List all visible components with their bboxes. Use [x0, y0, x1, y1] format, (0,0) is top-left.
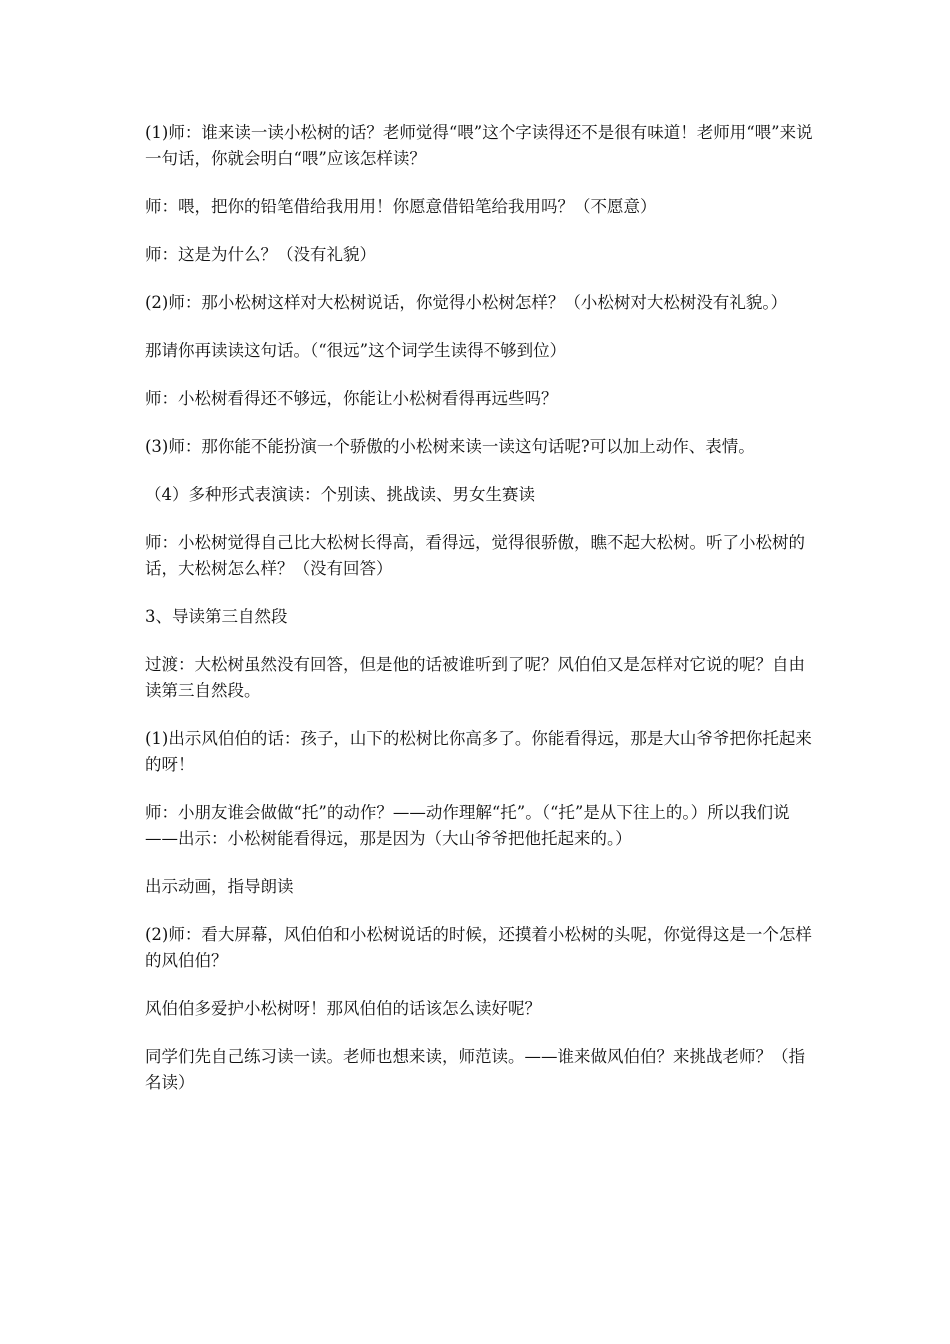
paragraph-16: 风伯伯多爱护小松树呀！那风伯伯的话该怎么读好呢？	[145, 999, 541, 1018]
paragraph-15: (2)师：看大屏幕，风伯伯和小松树说话的时候，还摸着小松树的头呢，你觉得这是一个怎样的风伯伯？	[145, 925, 812, 970]
paragraph-12: (1)出示风伯伯的话：孩子，山下的松树比你高多了。你能看得远，那是大山爷爷把你托起来的呀！	[145, 729, 812, 774]
paragraph-9: 师：小松树觉得自己比大松树长得高，看得远，觉得很骄傲，瞧不起大松树。听了小松树的话，大松树怎么样？（没有回答）	[145, 533, 805, 578]
paragraph-4: (2)师：那小松树这样对大松树说话，你觉得小松树怎样？（小松树对大松树没有礼貌。）	[145, 293, 788, 312]
paragraph-11: 过渡：大松树虽然没有回答，但是他的话被谁听到了呢？风伯伯又是怎样对它说的呢？自由读第三自然段。	[145, 655, 805, 700]
paragraph-14: 出示动画，指导朗读	[145, 877, 294, 896]
paragraph-17: 同学们先自己练习读一读。老师也想来读，师范读。——谁来做风伯伯？来挑战老师？（指名读）	[145, 1047, 805, 1092]
paragraph-7: (3)师：那你能不能扮演一个骄傲的小松树来读一读这句话呢?可以加上动作、表情。	[145, 437, 755, 456]
paragraph-2: 师：喂，把你的铅笔借给我用用！你愿意借铅笔给我用吗？（不愿意）	[145, 197, 657, 216]
section-heading: 3、导读第三自然段	[145, 607, 288, 626]
paragraph-5: 那请你再读读这句话。（“很远”这个词学生读得不够到位）	[145, 341, 567, 360]
paragraph-13: 师：小朋友谁会做做“托”的动作？——动作理解“托”。（“托”是从下往上的。）所以我们说——出示：小松树能看得远，那是因为（大山爷爷把他托起来的。）	[145, 803, 790, 848]
document-body	[145, 120, 815, 1118]
paragraph-8: （4）多种形式表演读：个别读、挑战读、男女生赛读	[145, 485, 535, 504]
paragraph-1: (1)师：谁来读一读小松树的话？老师觉得“喂”这个字读得还不是很有味道！老师用“喂”来说一句话，你就会明白“喂”应该怎样读？	[145, 123, 813, 168]
paragraph-3: 师：这是为什么？（没有礼貌）	[145, 245, 376, 264]
paragraph-6: 师：小松树看得还不够远，你能让小松树看得再远些吗？	[145, 389, 558, 408]
